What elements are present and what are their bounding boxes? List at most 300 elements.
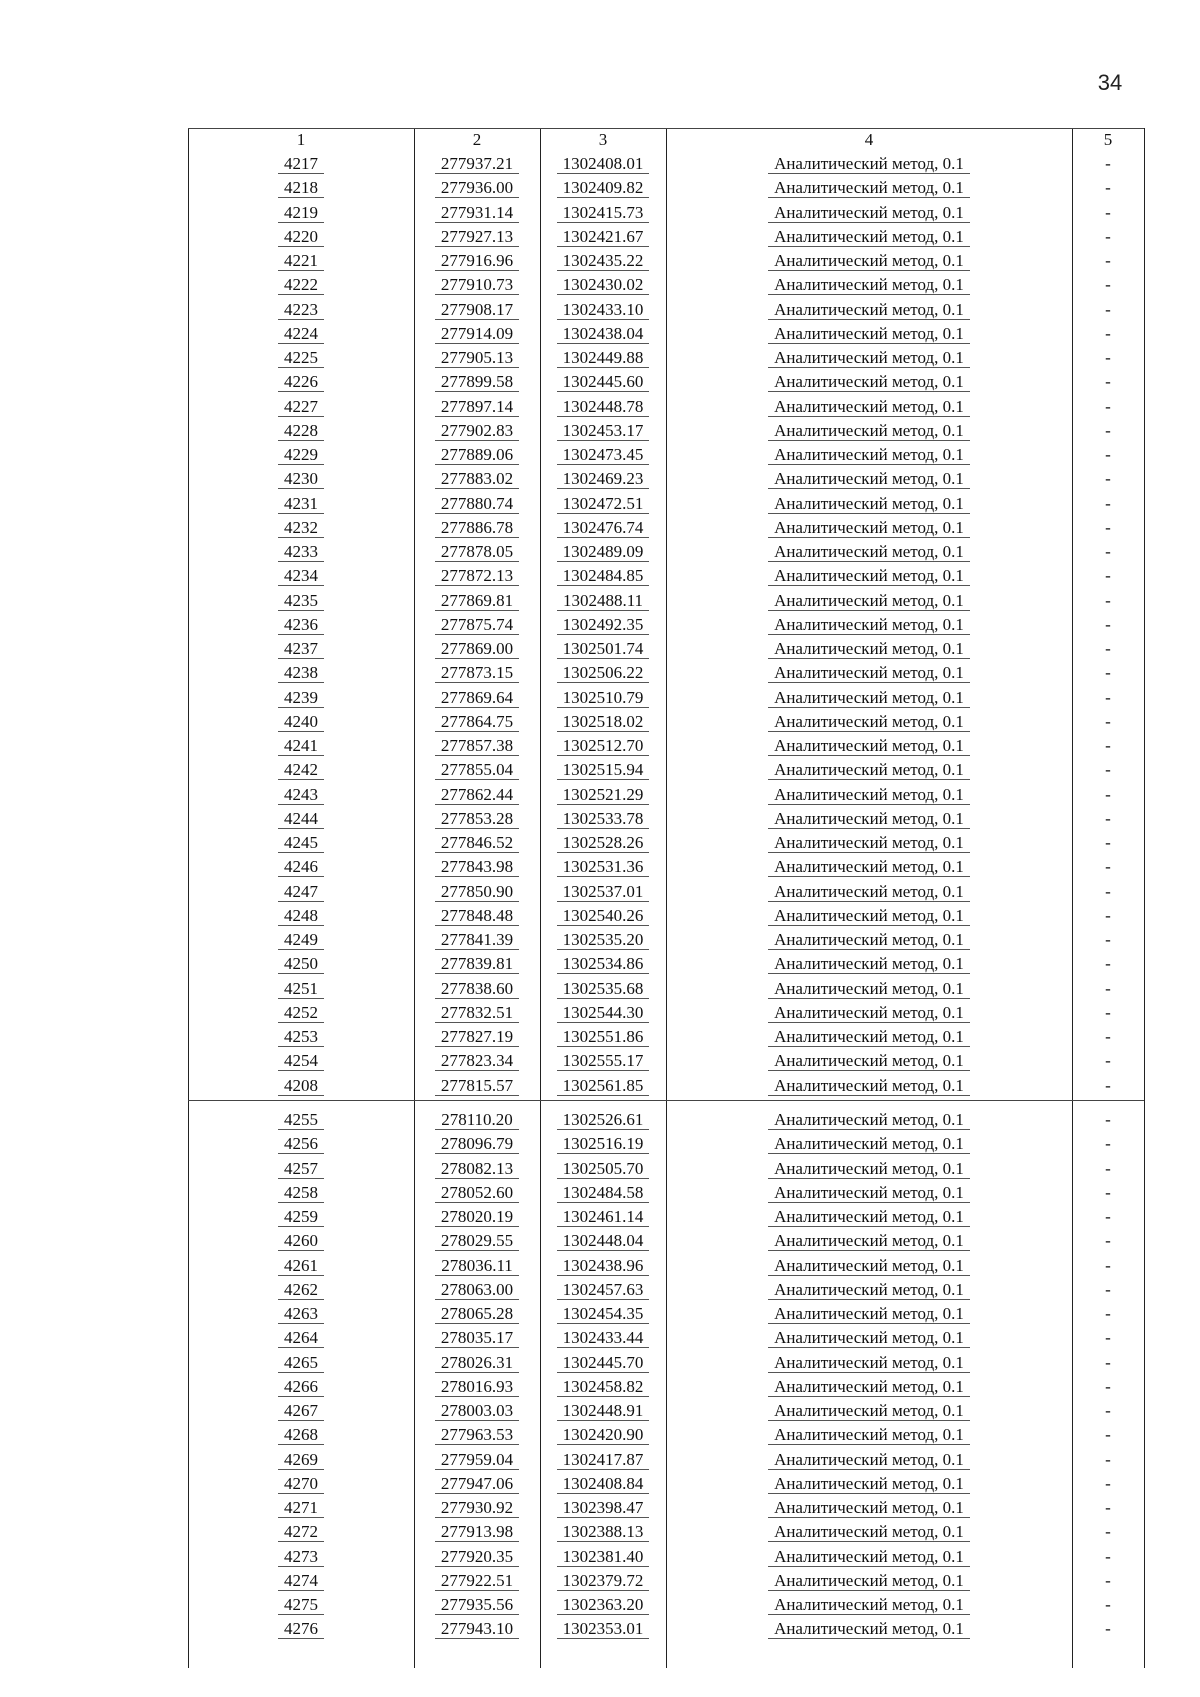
x-coordinate-cell xyxy=(414,1302,540,1326)
y-coordinate-cell-text: 1302555.17 xyxy=(557,1051,650,1071)
point-number-cell-text: 4243 xyxy=(278,785,324,805)
y-coordinate-cell-text: 1302512.70 xyxy=(557,736,650,756)
x-coordinate-cell-text: 277886.78 xyxy=(435,518,519,538)
y-coordinate-cell-text: 1302535.68 xyxy=(557,979,650,999)
point-number-cell xyxy=(188,1326,414,1350)
column-5-cell xyxy=(1072,1617,1144,1641)
y-coordinate-cell-text: 1302448.78 xyxy=(557,397,650,417)
x-coordinate-cell-text: 277827.19 xyxy=(435,1027,519,1047)
column-5-cell-text: - xyxy=(1105,1158,1111,1178)
column-5-cell-text: - xyxy=(1105,881,1111,901)
table-row xyxy=(188,467,1144,491)
method-cell-text: Аналитический метод, 0.1 xyxy=(768,639,970,659)
column-5-cell-text: - xyxy=(1105,1619,1111,1639)
point-number-cell xyxy=(188,1545,414,1569)
point-number-cell xyxy=(188,904,414,928)
method-cell-text: Аналитический метод, 0.1 xyxy=(768,397,970,417)
x-coordinate-cell-text: 277897.14 xyxy=(435,397,519,417)
x-coordinate-cell-text: 277927.13 xyxy=(435,227,519,247)
table-row xyxy=(188,1025,1144,1049)
column-5-cell-text: - xyxy=(1105,1231,1111,1251)
method-cell xyxy=(666,516,1072,540)
method-cell-text: Аналитический метод, 0.1 xyxy=(768,1207,970,1227)
point-number-cell-text: 4253 xyxy=(278,1027,324,1047)
y-coordinate-cell-text: 1302433.44 xyxy=(557,1328,650,1348)
x-coordinate-cell xyxy=(414,395,540,419)
y-coordinate-cell-text: 1302535.20 xyxy=(557,930,650,950)
method-cell xyxy=(666,1302,1072,1326)
point-number-cell-text: 4219 xyxy=(278,203,324,223)
column-5-cell xyxy=(1072,637,1144,661)
point-number-cell-text: 4226 xyxy=(278,372,324,392)
y-coordinate-cell xyxy=(540,807,666,831)
table-row xyxy=(188,1132,1144,1156)
point-number-cell-text: 4260 xyxy=(278,1231,324,1251)
method-cell-text: Аналитический метод, 0.1 xyxy=(768,1571,970,1591)
x-coordinate-cell-text: 277846.52 xyxy=(435,833,519,853)
x-coordinate-cell xyxy=(414,467,540,491)
point-number-cell xyxy=(188,1278,414,1302)
column-5-cell xyxy=(1072,1593,1144,1617)
column-5-cell xyxy=(1072,298,1144,322)
point-number-cell-text: 4258 xyxy=(278,1183,324,1203)
y-coordinate-cell xyxy=(540,783,666,807)
method-cell xyxy=(666,1617,1072,1641)
method-cell-text: Аналитический метод, 0.1 xyxy=(768,542,970,562)
point-number-cell-text: 4267 xyxy=(278,1401,324,1421)
column-5-cell-text: - xyxy=(1105,202,1111,222)
x-coordinate-cell-text: 277873.15 xyxy=(435,663,519,683)
table-row xyxy=(188,225,1144,249)
point-number-cell xyxy=(188,322,414,346)
x-coordinate-cell xyxy=(414,1423,540,1447)
method-cell-text: Аналитический метод, 0.1 xyxy=(768,348,970,368)
method-cell-text: Аналитический метод, 0.1 xyxy=(768,712,970,732)
column-5-cell xyxy=(1072,1254,1144,1278)
point-number-cell xyxy=(188,346,414,370)
table-row xyxy=(188,1351,1144,1375)
x-coordinate-cell-text: 277905.13 xyxy=(435,348,519,368)
column-5-cell xyxy=(1072,807,1144,831)
y-coordinate-cell xyxy=(540,880,666,904)
method-cell xyxy=(666,370,1072,394)
y-coordinate-cell-text: 1302461.14 xyxy=(557,1207,650,1227)
column-5-cell xyxy=(1072,880,1144,904)
column-5-cell-text: - xyxy=(1105,1207,1111,1226)
x-coordinate-cell-text: 277943.10 xyxy=(435,1619,519,1639)
x-coordinate-cell-text: 277963.53 xyxy=(435,1425,519,1445)
x-coordinate-cell xyxy=(414,1049,540,1073)
point-number-cell-text: 4245 xyxy=(278,833,324,853)
point-number-cell-text: 4256 xyxy=(278,1134,324,1154)
y-coordinate-cell-text: 1302453.17 xyxy=(557,421,650,441)
method-cell-text: Аналитический метод, 0.1 xyxy=(768,154,970,174)
x-coordinate-cell xyxy=(414,1254,540,1278)
point-number-cell xyxy=(188,880,414,904)
x-coordinate-cell xyxy=(414,1448,540,1472)
y-coordinate-cell xyxy=(540,419,666,443)
table-row xyxy=(188,880,1144,904)
y-coordinate-cell-text: 1302501.74 xyxy=(557,639,650,659)
y-coordinate-cell xyxy=(540,1132,666,1156)
point-number-cell-text: 4275 xyxy=(278,1595,324,1615)
column-5-cell-text: - xyxy=(1105,1027,1111,1046)
method-cell xyxy=(666,928,1072,952)
point-number-cell xyxy=(188,1496,414,1520)
method-cell xyxy=(666,540,1072,564)
column-5-cell-text: - xyxy=(1105,154,1111,173)
method-cell xyxy=(666,298,1072,322)
method-cell xyxy=(666,661,1072,685)
x-coordinate-cell xyxy=(414,1157,540,1181)
column-5-cell-text: - xyxy=(1105,1134,1111,1154)
method-cell-text: Аналитический метод, 0.1 xyxy=(768,1595,970,1615)
point-number-cell-text: 4265 xyxy=(278,1353,324,1373)
table-row xyxy=(188,589,1144,613)
method-cell xyxy=(666,1001,1072,1025)
y-coordinate-cell-text: 1302540.26 xyxy=(557,906,650,926)
column-5-cell xyxy=(1072,516,1144,540)
method-cell xyxy=(666,1049,1072,1073)
method-cell-text: Аналитический метод, 0.1 xyxy=(768,227,970,247)
method-cell-text: Аналитический метод, 0.1 xyxy=(768,1134,970,1154)
x-coordinate-cell xyxy=(414,1351,540,1375)
x-coordinate-cell-text: 277862.44 xyxy=(435,785,519,805)
x-coordinate-cell-text: 277914.09 xyxy=(435,324,519,344)
method-cell-text: Аналитический метод, 0.1 xyxy=(768,1280,970,1300)
table-row xyxy=(188,758,1144,782)
method-cell-text: Аналитический метод, 0.1 xyxy=(768,372,970,392)
table-row xyxy=(188,540,1144,564)
y-coordinate-cell-text: 1302408.01 xyxy=(557,154,650,174)
x-coordinate-cell xyxy=(414,807,540,831)
y-coordinate-cell xyxy=(540,589,666,613)
method-cell-text: Аналитический метод, 0.1 xyxy=(768,1159,970,1179)
method-cell xyxy=(666,1205,1072,1229)
column-5-cell-text: - xyxy=(1105,251,1111,270)
column-5-cell-text: - xyxy=(1105,1570,1111,1590)
method-cell xyxy=(666,1254,1072,1278)
point-number-cell xyxy=(188,492,414,516)
y-coordinate-cell xyxy=(540,1302,666,1326)
point-number-cell-text: 4268 xyxy=(278,1425,324,1445)
point-number-cell-text: 4233 xyxy=(278,542,324,562)
header-col-3: 3 xyxy=(598,130,608,149)
method-cell xyxy=(666,1593,1072,1617)
point-number-cell xyxy=(188,952,414,976)
x-coordinate-cell xyxy=(414,1229,540,1253)
table-row xyxy=(188,1617,1144,1641)
y-coordinate-cell-text: 1302551.86 xyxy=(557,1027,650,1047)
point-number-cell xyxy=(188,1351,414,1375)
point-number-cell xyxy=(188,176,414,200)
y-coordinate-cell xyxy=(540,467,666,491)
x-coordinate-cell xyxy=(414,249,540,273)
column-5-cell-text: - xyxy=(1105,1110,1111,1129)
y-coordinate-cell-text: 1302537.01 xyxy=(557,882,650,902)
method-cell xyxy=(666,831,1072,855)
method-cell-text: Аналитический метод, 0.1 xyxy=(768,1619,970,1639)
column-5-cell-text: - xyxy=(1105,833,1111,852)
method-cell xyxy=(666,443,1072,467)
point-number-cell xyxy=(188,395,414,419)
table-row xyxy=(188,807,1144,831)
x-coordinate-cell xyxy=(414,298,540,322)
column-5-cell xyxy=(1072,322,1144,346)
method-cell-text: Аналитический метод, 0.1 xyxy=(768,615,970,635)
table-row xyxy=(188,637,1144,661)
table-row xyxy=(188,855,1144,879)
x-coordinate-cell xyxy=(414,1326,540,1350)
y-coordinate-cell xyxy=(540,831,666,855)
table-row xyxy=(188,370,1144,394)
y-coordinate-cell-text: 1302488.11 xyxy=(557,591,649,611)
x-coordinate-cell xyxy=(414,855,540,879)
column-5-cell xyxy=(1072,686,1144,710)
method-cell-text: Аналитический метод, 0.1 xyxy=(768,469,970,489)
x-coordinate-cell xyxy=(414,201,540,225)
table-row xyxy=(188,977,1144,1001)
y-coordinate-cell xyxy=(540,1496,666,1520)
y-coordinate-cell xyxy=(540,1593,666,1617)
header-row xyxy=(188,128,1144,152)
x-coordinate-cell-text: 277947.06 xyxy=(435,1474,519,1494)
point-number-cell xyxy=(188,928,414,952)
method-cell xyxy=(666,1375,1072,1399)
x-coordinate-cell xyxy=(414,1205,540,1229)
y-coordinate-cell-text: 1302417.87 xyxy=(557,1450,650,1470)
point-number-cell-text: 4250 xyxy=(278,954,324,974)
point-number-cell xyxy=(188,637,414,661)
table-row xyxy=(188,1157,1144,1181)
table-row xyxy=(188,298,1144,322)
column-5-cell xyxy=(1072,1001,1144,1025)
y-coordinate-cell xyxy=(540,613,666,637)
method-cell-text: Аналитический метод, 0.1 xyxy=(768,1522,970,1542)
method-cell-text: Аналитический метод, 0.1 xyxy=(768,1110,970,1130)
table-row xyxy=(188,1569,1144,1593)
y-coordinate-cell-text: 1302415.73 xyxy=(557,203,650,223)
x-coordinate-cell xyxy=(414,904,540,928)
y-coordinate-cell-text: 1302516.19 xyxy=(557,1134,650,1154)
header-col-1: 1 xyxy=(296,130,306,149)
point-number-cell-text: 4274 xyxy=(278,1571,324,1591)
column-5-cell-text: - xyxy=(1105,517,1111,537)
table-row xyxy=(188,1423,1144,1447)
column-5-cell xyxy=(1072,734,1144,758)
point-number-cell-text: 4248 xyxy=(278,906,324,926)
point-number-cell-text: 4225 xyxy=(278,348,324,368)
y-coordinate-cell-text: 1302363.20 xyxy=(557,1595,650,1615)
point-number-cell-text: 4224 xyxy=(278,324,324,344)
column-5-cell xyxy=(1072,758,1144,782)
point-number-cell-text: 4276 xyxy=(278,1619,324,1639)
table-row xyxy=(188,346,1144,370)
x-coordinate-cell xyxy=(414,564,540,588)
y-coordinate-cell-text: 1302388.13 xyxy=(557,1522,650,1542)
method-cell-text: Аналитический метод, 0.1 xyxy=(768,1304,970,1324)
y-coordinate-cell xyxy=(540,1569,666,1593)
column-5-cell xyxy=(1072,1229,1144,1253)
y-coordinate-cell-text: 1302533.78 xyxy=(557,809,650,829)
table-row xyxy=(188,1074,1144,1098)
column-5-cell xyxy=(1072,1108,1144,1132)
column-5-cell-text: - xyxy=(1105,1425,1111,1445)
point-number-cell xyxy=(188,855,414,879)
y-coordinate-cell-text: 1302534.86 xyxy=(557,954,650,974)
method-cell xyxy=(666,1351,1072,1375)
column-5-cell xyxy=(1072,1448,1144,1472)
x-coordinate-cell xyxy=(414,880,540,904)
x-coordinate-cell xyxy=(414,928,540,952)
y-coordinate-cell-text: 1302469.23 xyxy=(557,469,650,489)
table-row xyxy=(188,613,1144,637)
x-coordinate-cell-text: 277855.04 xyxy=(435,760,519,780)
table-row xyxy=(188,1326,1144,1350)
method-cell xyxy=(666,1181,1072,1205)
x-coordinate-cell xyxy=(414,419,540,443)
x-coordinate-cell-text: 277857.38 xyxy=(435,736,519,756)
method-cell-text: Аналитический метод, 0.1 xyxy=(768,1450,970,1470)
point-number-cell xyxy=(188,661,414,685)
column-5-cell xyxy=(1072,225,1144,249)
point-number-cell-text: 4221 xyxy=(278,251,324,271)
y-coordinate-cell xyxy=(540,1001,666,1025)
y-coordinate-cell xyxy=(540,1617,666,1641)
method-cell xyxy=(666,467,1072,491)
y-coordinate-cell xyxy=(540,686,666,710)
method-cell-text: Аналитический метод, 0.1 xyxy=(768,1183,970,1203)
table-row xyxy=(188,1545,1144,1569)
y-coordinate-cell-text: 1302438.04 xyxy=(557,324,650,344)
x-coordinate-cell xyxy=(414,1108,540,1132)
column-5-cell-text: - xyxy=(1105,1304,1111,1323)
header-col-5: 5 xyxy=(1103,130,1113,149)
x-coordinate-cell xyxy=(414,686,540,710)
point-number-cell xyxy=(188,540,414,564)
x-coordinate-cell-text: 277838.60 xyxy=(435,979,519,999)
y-coordinate-cell xyxy=(540,928,666,952)
y-coordinate-cell-text: 1302515.94 xyxy=(557,760,650,780)
x-coordinate-cell-text: 277931.14 xyxy=(435,203,519,223)
column-5-cell-text: - xyxy=(1105,978,1111,998)
y-coordinate-cell-text: 1302472.51 xyxy=(557,494,650,514)
point-number-cell xyxy=(188,1593,414,1617)
method-cell xyxy=(666,273,1072,297)
x-coordinate-cell-text: 277937.21 xyxy=(435,154,519,174)
y-coordinate-cell-text: 1302489.09 xyxy=(557,542,650,562)
x-coordinate-cell-text: 277959.04 xyxy=(435,1450,519,1470)
method-cell xyxy=(666,1399,1072,1423)
x-coordinate-cell xyxy=(414,370,540,394)
y-coordinate-cell xyxy=(540,1254,666,1278)
column-5-cell-text: - xyxy=(1105,1352,1111,1372)
y-coordinate-cell xyxy=(540,1049,666,1073)
column-5-cell-text: - xyxy=(1105,639,1111,658)
table-row xyxy=(188,492,1144,516)
method-cell-text: Аналитический метод, 0.1 xyxy=(768,1051,970,1071)
column-5-cell-text: - xyxy=(1105,469,1111,489)
y-coordinate-cell xyxy=(540,395,666,419)
x-coordinate-cell xyxy=(414,443,540,467)
column-5-cell-text: - xyxy=(1105,784,1111,804)
column-5-cell xyxy=(1072,395,1144,419)
column-5-cell-text: - xyxy=(1105,905,1111,925)
point-number-cell xyxy=(188,734,414,758)
y-coordinate-cell xyxy=(540,1229,666,1253)
y-coordinate-cell xyxy=(540,855,666,879)
y-coordinate-cell xyxy=(540,1448,666,1472)
point-number-cell-text: 4269 xyxy=(278,1450,324,1470)
point-number-cell-text: 4270 xyxy=(278,1474,324,1494)
method-cell-text: Аналитический метод, 0.1 xyxy=(768,494,970,514)
x-coordinate-cell-text: 277832.51 xyxy=(435,1003,519,1023)
y-coordinate-cell xyxy=(540,1423,666,1447)
x-coordinate-cell xyxy=(414,783,540,807)
method-cell xyxy=(666,613,1072,637)
x-coordinate-cell-text: 277936.00 xyxy=(435,178,519,198)
y-coordinate-cell-text: 1302506.22 xyxy=(557,663,650,683)
point-number-cell xyxy=(188,758,414,782)
y-coordinate-cell xyxy=(540,952,666,976)
method-cell-text: Аналитический метод, 0.1 xyxy=(768,1377,970,1397)
x-coordinate-cell-text: 277913.98 xyxy=(435,1522,519,1542)
column-5-cell xyxy=(1072,831,1144,855)
y-coordinate-cell-text: 1302435.22 xyxy=(557,251,650,271)
y-coordinate-cell xyxy=(540,1545,666,1569)
x-coordinate-cell-text: 277883.02 xyxy=(435,469,519,489)
point-number-cell-text: 4246 xyxy=(278,857,324,877)
method-cell-text: Аналитический метод, 0.1 xyxy=(768,300,970,320)
point-number-cell-text: 4262 xyxy=(278,1280,324,1300)
column-5-cell xyxy=(1072,1569,1144,1593)
y-coordinate-cell-text: 1302484.58 xyxy=(557,1183,650,1203)
y-coordinate-cell xyxy=(540,1205,666,1229)
point-number-cell-text: 4241 xyxy=(278,736,324,756)
x-coordinate-cell-text: 278096.79 xyxy=(435,1134,519,1154)
point-number-cell xyxy=(188,613,414,637)
x-coordinate-cell xyxy=(414,734,540,758)
x-coordinate-cell-text: 278082.13 xyxy=(435,1159,519,1179)
point-number-cell-text: 4255 xyxy=(278,1110,324,1130)
column-5-cell-text: - xyxy=(1105,323,1111,343)
column-5-cell xyxy=(1072,1326,1144,1350)
group-separator xyxy=(188,1100,1144,1101)
method-cell-text: Аналитический метод, 0.1 xyxy=(768,688,970,708)
method-cell xyxy=(666,686,1072,710)
y-coordinate-cell xyxy=(540,1399,666,1423)
table-row xyxy=(188,1448,1144,1472)
x-coordinate-cell xyxy=(414,1025,540,1049)
column-5-cell xyxy=(1072,855,1144,879)
method-cell xyxy=(666,807,1072,831)
column-5-cell-text: - xyxy=(1105,226,1111,246)
y-coordinate-cell xyxy=(540,201,666,225)
y-coordinate-cell-text: 1302518.02 xyxy=(557,712,650,732)
point-number-cell xyxy=(188,1108,414,1132)
column-5-cell xyxy=(1072,1157,1144,1181)
table-row xyxy=(188,1302,1144,1326)
method-cell-text: Аналитический метод, 0.1 xyxy=(768,1027,970,1047)
x-coordinate-cell xyxy=(414,613,540,637)
column-5-cell-text: - xyxy=(1105,299,1111,319)
method-cell xyxy=(666,1157,1072,1181)
y-coordinate-cell xyxy=(540,492,666,516)
method-cell xyxy=(666,346,1072,370)
column-5-cell-text: - xyxy=(1105,372,1111,392)
x-coordinate-cell xyxy=(414,492,540,516)
column-5-cell xyxy=(1072,467,1144,491)
